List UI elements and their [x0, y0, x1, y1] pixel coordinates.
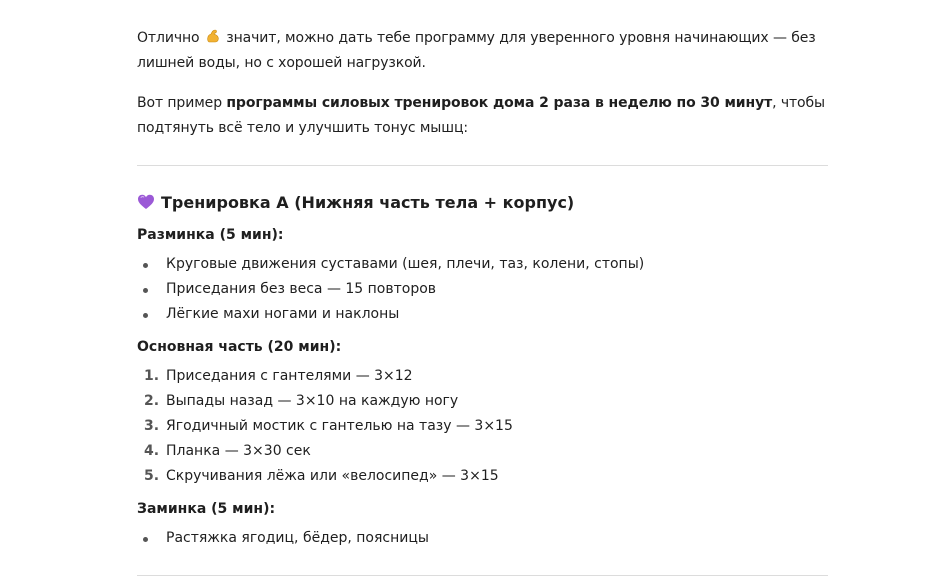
cooldown-label: Заминка (5 мин): — [137, 501, 276, 517]
warmup-label: Разминка (5 мин): — [137, 227, 284, 243]
list-item-text: Ягодичный мостик с гантелью на тазу — 3×15 — [166, 418, 513, 434]
flexed-biceps-icon — [205, 28, 221, 44]
example-paragraph — [137, 91, 828, 141]
list-number: 5. — [144, 468, 160, 484]
workout-title: Тренировка A (Нижняя часть тела + корпус) — [161, 193, 575, 212]
list-item — [137, 389, 828, 414]
list-item-text: Круговые движения суставами (шея, плечи, таз, колени, стопы) — [166, 256, 645, 272]
list-item-text: Планка — 3×30 сек — [166, 443, 311, 459]
bullet-dot — [143, 263, 148, 268]
list-item-text: Приседания без веса — 15 повторов — [166, 281, 437, 297]
cooldown-list — [137, 526, 828, 551]
list-item — [137, 464, 828, 489]
example-text-bold: программы силовых тренировок дома 2 раза в неделю по 30 минут — [226, 95, 773, 111]
list-item — [137, 302, 828, 327]
list-number: 2. — [144, 393, 160, 409]
workout-heading — [137, 191, 828, 215]
intro-paragraph — [137, 26, 828, 76]
main-label: Основная часть (20 мин): — [137, 339, 342, 355]
main-list — [137, 364, 828, 489]
divider-top — [137, 165, 828, 166]
list-item — [137, 439, 828, 464]
list-item — [137, 252, 828, 277]
warmup-list — [137, 252, 828, 327]
list-item — [137, 414, 828, 439]
example-text-end: , чтобы подтянуть всё тело и улучшить тонус мышц: — [137, 95, 826, 136]
bullet-dot — [143, 288, 148, 293]
list-item-text: Растяжка ягодиц, бёдер, поясницы — [166, 530, 429, 546]
list-item-text: Выпады назад — 3×10 на каждую ногу — [166, 393, 459, 409]
list-item-text: Приседания с гантелями — 3×12 — [166, 368, 413, 384]
list-number: 4. — [144, 443, 160, 459]
example-text-start: Вот пример — [137, 95, 227, 111]
list-item-text: Скручивания лёжа или «велосипед» — 3×15 — [166, 468, 499, 484]
intro-text-end: значит, можно дать тебе программу для уверенного уровня начинающих — без лишней воды, но с хорошей нагрузкой. — [137, 30, 816, 71]
intro-text-start: Отлично — [137, 30, 204, 46]
purple-heart-icon — [137, 193, 155, 211]
divider-bottom — [137, 575, 828, 576]
list-item — [137, 277, 828, 302]
list-number: 3. — [144, 418, 160, 434]
list-item — [137, 526, 828, 551]
bullet-dot — [143, 313, 148, 318]
list-item-text: Лёгкие махи ногами и наклоны — [166, 306, 400, 322]
bullet-dot — [143, 537, 148, 542]
assistant-message — [137, 26, 828, 576]
list-item — [137, 364, 828, 389]
list-number: 1. — [144, 368, 160, 384]
